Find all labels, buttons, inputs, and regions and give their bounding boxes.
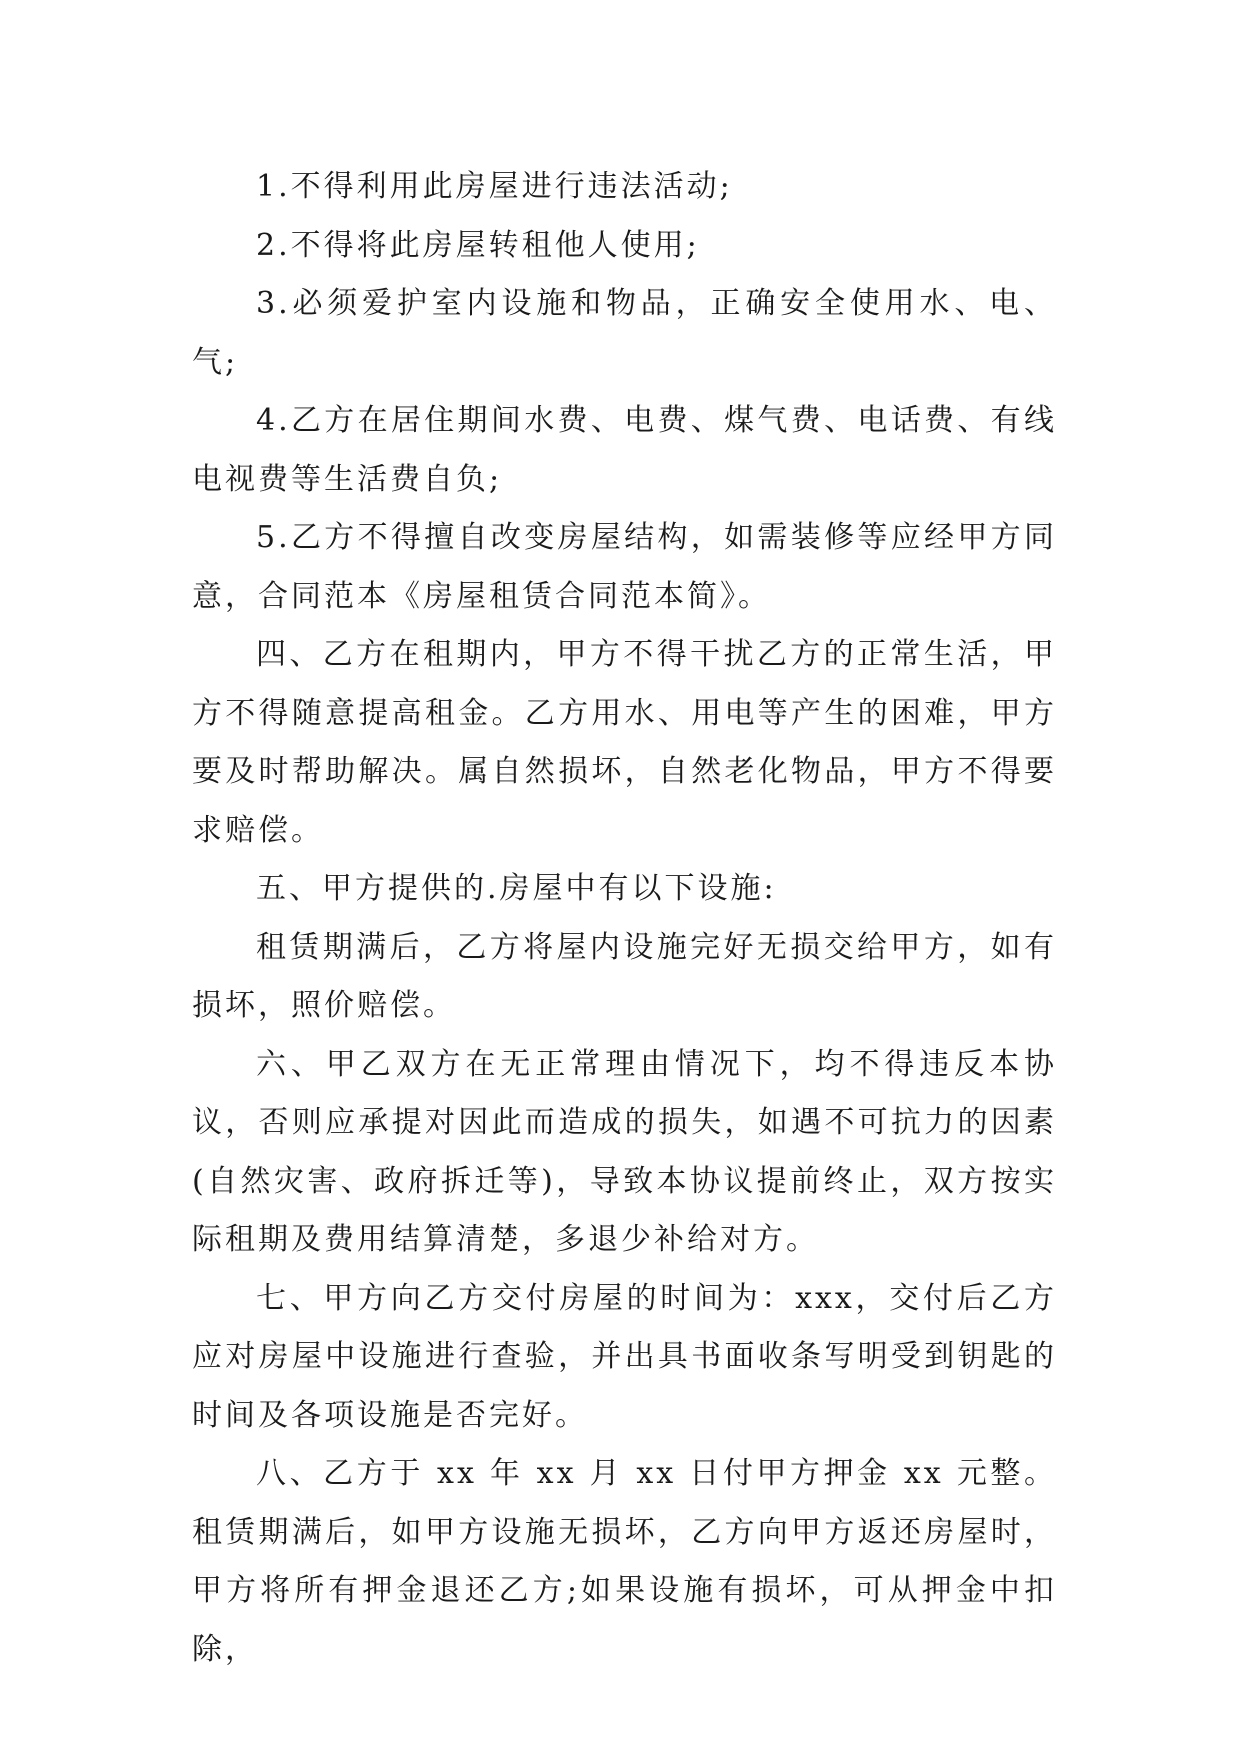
paragraph-section-7: 七、甲方向乙方交付房屋的时间为：xxx，交付后乙方应对房屋中设施进行查验，并出具书面收条写明受到钥匙的时间及各项设施是否完好。 <box>192 1280 1057 1433</box>
paragraph-clause-2: 2.不得将此房屋转租他人使用; <box>256 227 700 263</box>
paragraph-clause-4: 4.乙方在居住期间水费、电费、煤气费、电话费、有线电视费等生活费自负; <box>192 403 1057 497</box>
paragraph-section-5-note: 租赁期满后，乙方将屋内设施完好无损交给甲方，如有损坏，照价赔偿。 <box>192 929 1057 1023</box>
paragraph-section-5: 五、甲方提供的.房屋中有以下设施: <box>256 871 777 906</box>
paragraph-clause-5: 5.乙方不得擅自改变房屋结构，如需装修等应经甲方同意，合同范本《房屋租赁合同范本简》。 <box>192 520 1057 614</box>
document-body <box>192 158 1057 1679</box>
paragraph-section-4: 四、乙方在租期内，甲方不得干扰乙方的正常生活，甲方不得随意提高租金。乙方用水、用电等产生的困难，甲方要及时帮助解决。属自然损坏，自然老化物品，甲方不得要求赔偿。 <box>192 637 1057 848</box>
paragraph-clause-3: 3.必须爱护室内设施和物品，正确安全使用水、电、气; <box>192 286 1057 380</box>
paragraph-clause-1: 1.不得利用此房屋进行违法活动; <box>256 169 733 204</box>
paragraph-section-6: 六、甲乙双方在无正常理由情况下，均不得违反本协议，否则应承提对因此而造成的损失，如遇不可抗力的因素(自然灾害、政府拆迁等)，导致本协议提前终止，双方按实际租期及费用结算清楚，多退少补给对方。 <box>192 1046 1057 1257</box>
paragraph-section-8: 八、乙方于 xx 年 xx 月 xx 日付甲方押金 xx 元整。租赁期满后，如甲方设施无损坏，乙方向甲方返还房屋时，甲方将所有押金退还乙方;如果设施有损坏，可从押金中扣除， <box>192 1456 1057 1667</box>
